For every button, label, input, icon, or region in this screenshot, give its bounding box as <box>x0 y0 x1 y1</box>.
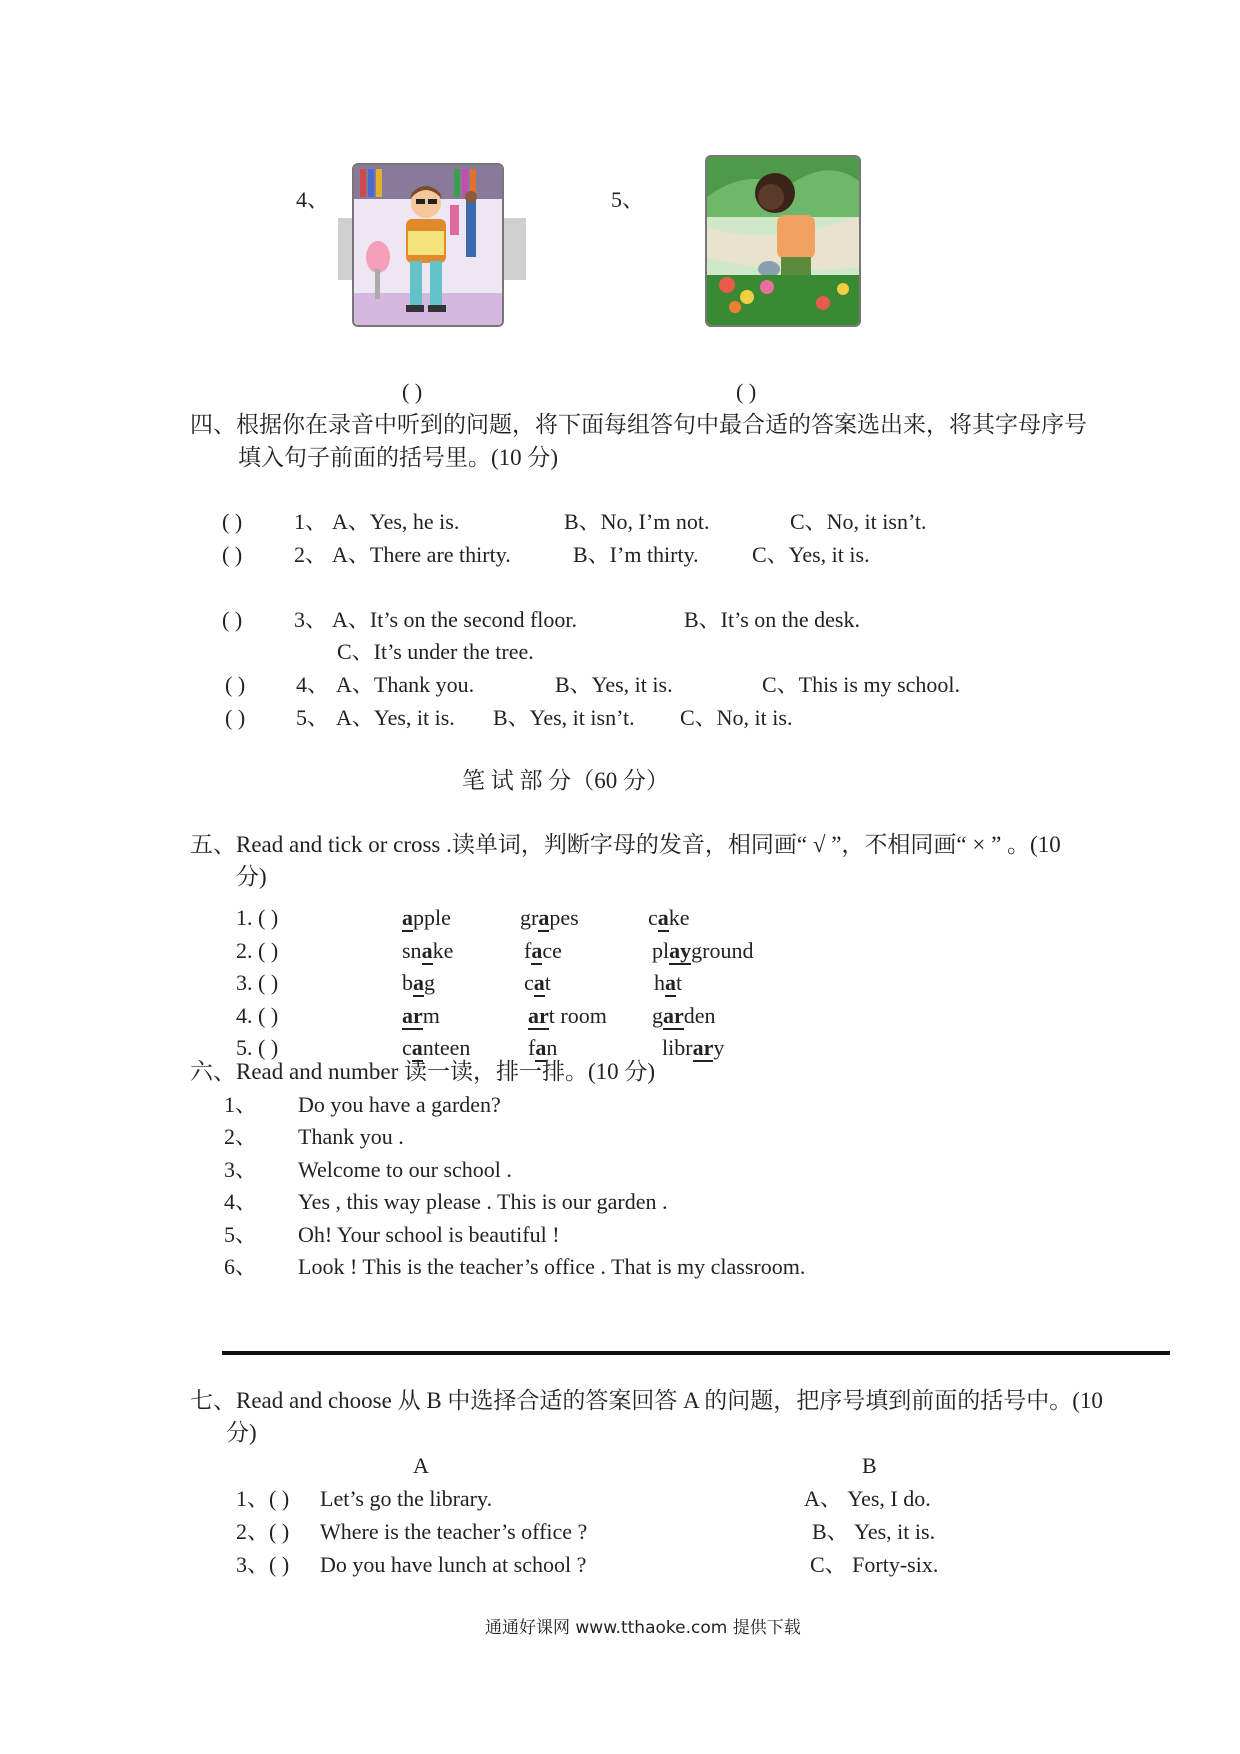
section-4-heading: 四、根据你在录音中听到的问题，将下面每组答句中最合适的答案选出来，将其字母序号 <box>190 412 1087 437</box>
s6-item-2-text: Thank you . <box>298 1124 404 1149</box>
word-suffix: nteen <box>422 1035 471 1060</box>
s6-item-3-text: Welcome to our school . <box>298 1157 512 1182</box>
s7-row-3-number: 3、( ) <box>236 1552 290 1577</box>
section-4-heading-line2: 填入句子前面的括号里。(10 分) <box>238 445 559 470</box>
s4-item-4-bracket: ( ) <box>225 672 246 697</box>
answer-bracket-4: ( ) <box>402 379 423 404</box>
word-suffix: n <box>546 1035 558 1060</box>
highlighted-letters: ay <box>669 938 692 963</box>
answer-bracket-5: ( ) <box>736 379 757 404</box>
word-prefix: gr <box>520 905 539 930</box>
word-prefix: sn <box>402 938 422 963</box>
s5-row-2-bracket: 2. ( ) <box>236 938 279 963</box>
s5-row-1-word-2 <box>520 904 579 932</box>
s6-item-5-text: Oh! Your school is beautiful ! <box>298 1222 560 1247</box>
s4-item-1-option-c: C、No, it isn’t. <box>790 509 927 534</box>
word-prefix: f <box>524 938 532 963</box>
column-b-header: B <box>862 1453 877 1478</box>
word-prefix: pl <box>652 938 670 963</box>
s4-item-4-number: 4、 <box>296 672 330 697</box>
s4-item-5-option-c: C、No, it is. <box>680 705 793 730</box>
s6-item-3-number: 3、 <box>224 1157 258 1182</box>
s4-item-5-bracket: ( ) <box>225 705 246 730</box>
s4-item-2-option-a: A、There are thirty. <box>332 542 511 567</box>
s4-item-3-option-a: A、It’s on the second floor. <box>332 607 578 632</box>
word-prefix: c <box>402 1035 412 1060</box>
s5-row-3-word-1 <box>402 969 435 997</box>
s7-row-1-question: Let’s go the library. <box>320 1486 493 1511</box>
s7-row-2-answer: B、 Yes, it is. <box>812 1519 936 1544</box>
s6-item-6-text: Look ! This is the teacher’s office . That is my classroom. <box>298 1254 806 1279</box>
highlighted-letters: a <box>413 970 424 995</box>
word-suffix: ground <box>691 938 754 963</box>
s4-item-2-option-b: B、I’m thirty. <box>573 542 699 567</box>
s4-item-1-option-a: A、Yes, he is. <box>332 509 460 534</box>
highlighted-letters: a <box>531 938 543 963</box>
word-prefix: h <box>654 970 665 995</box>
s4-item-3-option-b: B、It’s on the desk. <box>684 607 860 632</box>
word-prefix: g <box>652 1003 663 1028</box>
s5-row-4-bracket: 4. ( ) <box>236 1003 279 1028</box>
highlighted-letters: a <box>533 970 545 995</box>
s4-item-4-option-b: B、Yes, it is. <box>555 672 673 697</box>
section-7-heading-line2: 分) <box>226 1420 257 1445</box>
s5-row-2-word-3 <box>652 937 753 965</box>
word-prefix: libr <box>662 1035 693 1060</box>
s4-item-1-option-b: B、No, I’m not. <box>564 509 710 534</box>
s4-item-2-bracket: ( ) <box>222 542 243 567</box>
word-suffix: pes <box>549 905 579 930</box>
section-5-heading-line2: 分) <box>236 864 267 889</box>
word-suffix: t room <box>548 1003 607 1028</box>
picture-number-5: 5、 <box>611 187 645 212</box>
highlighted-letters: a <box>402 905 413 930</box>
highlighted-letters: a <box>657 905 669 930</box>
s7-row-3-answer: C、 Forty-six. <box>810 1552 939 1577</box>
s7-row-1-number: 1、( ) <box>236 1486 290 1511</box>
s5-row-3-bracket: 3. ( ) <box>236 970 279 995</box>
s4-item-3-number: 3、 <box>294 607 328 632</box>
section-5-heading: 五、Read and tick or cross .读单词，判断字母的发音，相同画“ √ ”，不相同画“ × ” 。(10 <box>190 832 1061 857</box>
word-suffix: t <box>676 970 683 995</box>
s6-item-4-text: Yes , this way please . This is our garden . <box>298 1189 668 1214</box>
s6-item-6-number: 6、 <box>224 1254 258 1279</box>
highlighted-letters: ar <box>663 1003 684 1028</box>
girl-watering-flowers-picture <box>705 155 861 327</box>
s6-item-2-number: 2、 <box>224 1124 258 1149</box>
highlighted-letters: ar <box>692 1035 714 1060</box>
s4-item-2-option-c: C、Yes, it is. <box>752 542 870 567</box>
word-suffix: pple <box>413 905 451 930</box>
word-suffix: t <box>544 970 551 995</box>
highlighted-letters: a <box>421 938 433 963</box>
s4-item-4-option-a: A、Thank you. <box>336 672 475 697</box>
s4-item-3-bracket: ( ) <box>222 607 243 632</box>
s5-row-4-word-2 <box>528 1002 607 1030</box>
s5-row-2-word-2 <box>524 937 562 965</box>
s4-item-2-number: 2、 <box>294 542 328 567</box>
highlighted-letters: a <box>411 1035 423 1060</box>
s5-row-4-word-1 <box>402 1002 440 1030</box>
word-suffix: g <box>424 970 435 995</box>
word-prefix: c <box>648 905 658 930</box>
s7-row-2-question: Where is the teacher’s office ? <box>320 1519 588 1544</box>
highlighted-letters: ar <box>528 1003 549 1028</box>
s5-row-5-bracket: 5. ( ) <box>236 1035 279 1060</box>
word-prefix: f <box>528 1035 536 1060</box>
s4-item-4-option-c: C、This is my school. <box>762 672 961 697</box>
girl-watering-illustration <box>707 157 859 325</box>
s7-row-2-number: 2、( ) <box>236 1519 290 1544</box>
s7-row-1-answer: A、 Yes, I do. <box>804 1486 931 1511</box>
section-6-heading: 六、Read and number 读一读，排一排。(10 分) <box>190 1059 656 1084</box>
highlighted-letters: a <box>538 905 550 930</box>
highlighted-letters: a <box>665 970 676 995</box>
s4-item-5-option-a: A、Yes, it is. <box>336 705 455 730</box>
s5-row-1-bracket: 1. ( ) <box>236 905 279 930</box>
s6-item-5-number: 5、 <box>224 1222 258 1247</box>
boy-reading-illustration <box>354 165 502 325</box>
word-suffix: ke <box>432 938 454 963</box>
s6-item-1-number: 1、 <box>224 1092 258 1117</box>
written-part-title: 笔 试 部 分（60 分） <box>462 768 669 793</box>
word-suffix: y <box>713 1035 725 1060</box>
highlighted-letters: a <box>535 1035 547 1060</box>
section-divider <box>222 1351 1170 1355</box>
s5-row-1-word-1 <box>402 904 451 932</box>
s4-item-5-option-b: B、Yes, it isn’t. <box>493 705 635 730</box>
s4-item-1-number: 1、 <box>294 509 328 534</box>
s5-row-1-word-3 <box>648 904 690 932</box>
highlighted-letters: ar <box>402 1003 423 1028</box>
column-a-header: A <box>413 1453 429 1478</box>
s5-row-4-word-3 <box>652 1002 716 1030</box>
s7-row-3-question: Do you have lunch at school ? <box>320 1552 587 1577</box>
word-prefix: b <box>402 970 413 995</box>
word-suffix: ce <box>542 938 562 963</box>
boy-reading-picture <box>352 163 504 327</box>
s5-row-2-word-1 <box>402 937 453 965</box>
footer-credit: 通通好课网 www.tthaoke.com 提供下载 <box>485 1618 801 1638</box>
s4-item-5-number: 5、 <box>296 705 330 730</box>
s4-item-3-option-c: C、It’s under the tree. <box>337 639 534 664</box>
word-suffix: den <box>683 1003 716 1028</box>
s5-row-3-word-2 <box>524 969 551 997</box>
s6-item-4-number: 4、 <box>224 1189 258 1214</box>
picture-number-4: 4、 <box>296 187 330 212</box>
section-7-heading: 七、Read and choose 从 B 中选择合适的答案回答 A 的问题，把序号填到前面的括号中。(10 <box>190 1388 1103 1413</box>
s5-row-5-word-3 <box>662 1034 724 1062</box>
word-prefix: c <box>524 970 534 995</box>
word-suffix: m <box>422 1003 440 1028</box>
s6-item-1-text: Do you have a garden? <box>298 1092 501 1117</box>
s5-row-3-word-3 <box>654 969 682 997</box>
s4-item-1-bracket: ( ) <box>222 509 243 534</box>
word-suffix: ke <box>668 905 690 930</box>
